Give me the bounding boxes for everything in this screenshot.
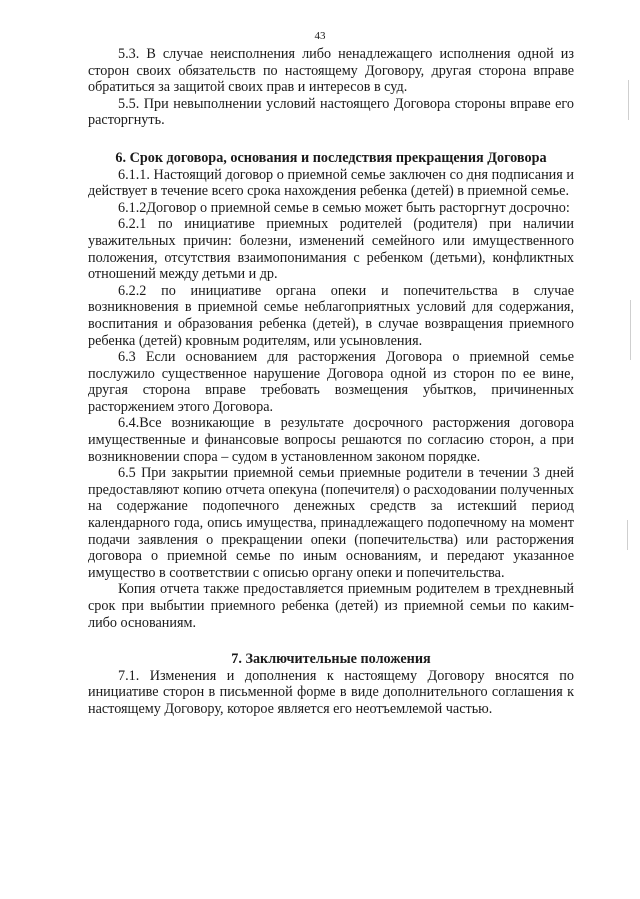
section-spacer: [88, 631, 574, 651]
scan-edge-mark: [630, 300, 631, 360]
page-number: 43: [314, 30, 326, 42]
section-7-heading: 7. Заключительные положения: [231, 651, 431, 668]
paragraph-report-copy: Копия отчета также предоставляется приемным родителем в трехдневный срок при выбытии приемного ребенка (детей) из приемной семьи по каким-либо основаниям.: [88, 581, 574, 631]
paragraph-6-2-2: 6.2.2 по инициативе органа опеки и попечительства в случае возникновения в приемной семье неблагоприятных условий для содержания, воспитания и образования ребенка (детей), в случае возвращения приемного ребенка (детей) кровным родителям, или усыновления.: [88, 282, 574, 349]
document-body: [88, 46, 574, 718]
paragraph-6-4: 6.4.Все возникающие в результате досрочного расторжения договора имущественные и финансовые вопросы решаются по согласию сторон, а при возникновении спора – судом в установленном законом порядке.: [88, 415, 574, 465]
paragraph-6-3: 6.3 Если основанием для расторжения Договора о приемной семье послужило существенное нарушение Договора одной из сторон по ее вине, другая сторона вправе требовать возмещения убытков, причиненных расторжением этого Договора.: [88, 349, 574, 415]
paragraph-5-3: 5.3. В случае неисполнения либо ненадлежащего исполнения одной из сторон своих обязательств по настоящему Договору, другая сторона вправе обратиться за защитой своих прав и интересов в суд.: [88, 46, 574, 96]
paragraph-6-1-2: 6.1.2Договор о приемной семье в семью может быть расторгнут досрочно:: [118, 199, 570, 216]
paragraph-5-5: 5.5. При невыполнении условий настоящего Договора стороны вправе его расторгнуть.: [88, 95, 574, 129]
paragraph-6-2-1: 6.2.1 по инициативе приемных родителей (родителя) при наличии уважительных причин: болезни, изменений семейного или имущественного положения, отсутствия взаимопонимания с ребенком (детьми), конфликтных отношений между детьми и др.: [88, 216, 574, 283]
scan-edge-mark: [627, 520, 628, 550]
paragraph-6-1-1: 6.1.1. Настоящий договор о приемной семье заключен со дня подписания и действует в течение всего срока нахождения ребенка (детей) в приемной семье.: [88, 166, 574, 200]
section-6-heading: 6. Срок договора, основания и последствия прекращения Договора: [115, 149, 547, 166]
paragraph-6-5: 6.5 При закрытии приемной семьи приемные родители в течении 3 дней предоставляют копию отчета опекуна (попечителя) о расходовании полученных на содержание подопечного денежных средств за истекший период календарного года, опись имущества, принадлежащего подопечному на момент подачи заявления о прекращении опеки (попечительства) или расторжения договора о приемной семье по иным основаниям, и передают указанное имущество в соответствии с описью органу опеки и попечительства.: [88, 465, 574, 581]
section-spacer: [88, 129, 574, 150]
scan-edge-mark: [628, 80, 629, 120]
paragraph-7-1: 7.1. Изменения и дополнения к настоящему Договору вносятся по инициативе сторон в письменной форме в виде дополнительного соглашения к настоящему Договору, которое является его неотъемлемой частью.: [88, 667, 574, 717]
